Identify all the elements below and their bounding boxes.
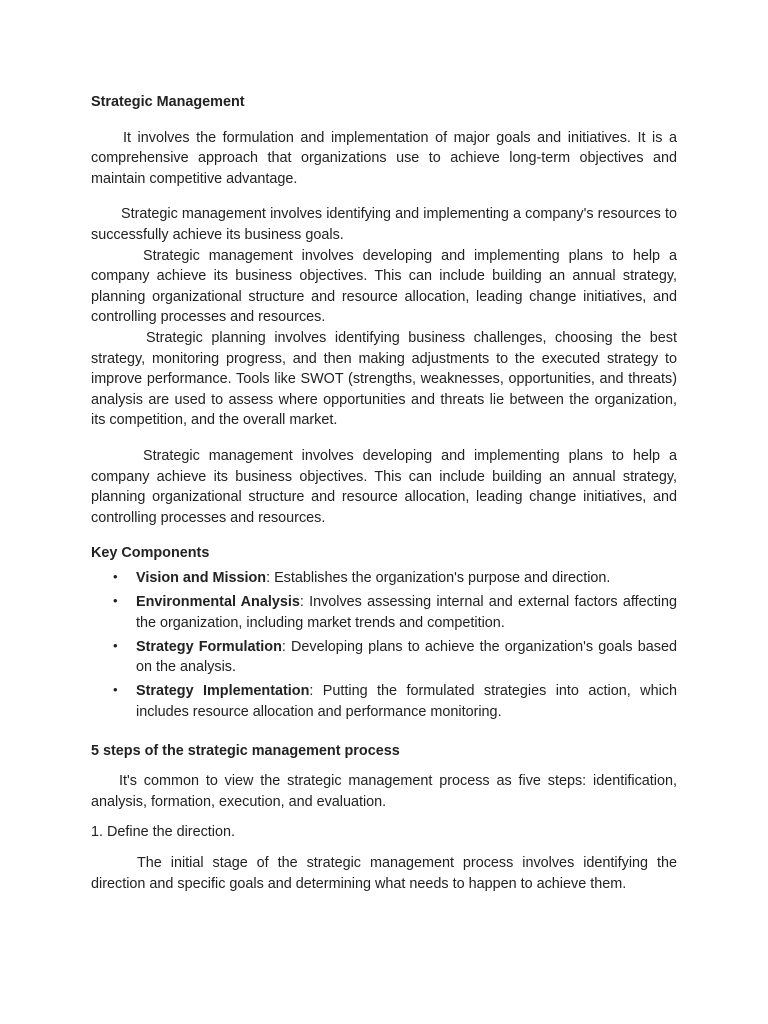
paragraph-planning: Strategic planning involves identifying business challenges, choosing the best strategy, monitoring progress, and then making adjustments to the executed strategy to improve performance. Tools like SWOT (strengths, weaknesses, opportunities, and threats) analysis are used to assess where opportunities and threats lie between the organization, its competition, and the overall market. — [91, 329, 677, 429]
bullet-icon: • — [113, 637, 118, 653]
bullet-icon: • — [113, 592, 118, 608]
list-item-desc: : Developing plans to achieve the organization's goals based on the analysis. — [136, 638, 677, 676]
list-item-term: Vision and Mission — [136, 569, 267, 586]
list-item — [91, 681, 677, 722]
document-title: Strategic Management — [91, 94, 245, 110]
steps-heading: 5 steps of the strategic management process — [91, 742, 400, 759]
bullet-icon: • — [113, 568, 118, 584]
list-item-desc: : Involves assessing internal and external factors affecting the organization, including market trends and competition. — [136, 593, 677, 631]
list-item-term: Strategy Formulation — [136, 638, 282, 655]
key-components-heading: Key Components — [91, 545, 210, 562]
list-item-term: Environmental Analysis — [136, 593, 300, 610]
list-item — [91, 592, 677, 633]
list-item — [91, 637, 677, 678]
paragraph-resources: Strategic management involves identifying and implementing a company's resources to successfully achieve its business goals. — [91, 206, 677, 243]
bullet-icon: • — [113, 682, 118, 698]
paragraph-plans: Strategic management involves developing and implementing plans to help a company achieve its business objectives. This can include building an annual strategy, planning organizational structure and resource allocation, leading change initiatives, and controlling processes and resources. — [91, 247, 677, 326]
step-1-body: The initial stage of the strategic management process involves identifying the direction and specific goals and determining what needs to happen to achieve them. — [91, 854, 677, 892]
key-components-list — [91, 568, 677, 723]
list-item-desc: : Establishes the organization's purpose and direction. — [266, 569, 611, 586]
list-item — [91, 568, 677, 589]
steps-intro-paragraph: It's common to view the strategic management process as five steps: identification, analysis, formation, execution, and evaluation. — [91, 773, 677, 810]
list-item-desc: : Putting the formulated strategies into action, which includes resource allocation and performance monitoring. — [136, 683, 677, 720]
list-item-term: Strategy Implementation — [136, 683, 310, 700]
paragraph-plans-repeat: Strategic management involves developing and implementing plans to help a company achieve its business objectives. This can include building an annual strategy, planning organizational structure and resource allocation, leading change initiatives, and controlling processes and resources. — [91, 447, 677, 526]
step-1-title: 1. Define the direction. — [91, 824, 235, 841]
intro-paragraph: It involves the formulation and implementation of major goals and initiatives. It is a comprehensive approach that organizations use to achieve long-term objectives and maintain competitive advantage. — [91, 129, 677, 187]
